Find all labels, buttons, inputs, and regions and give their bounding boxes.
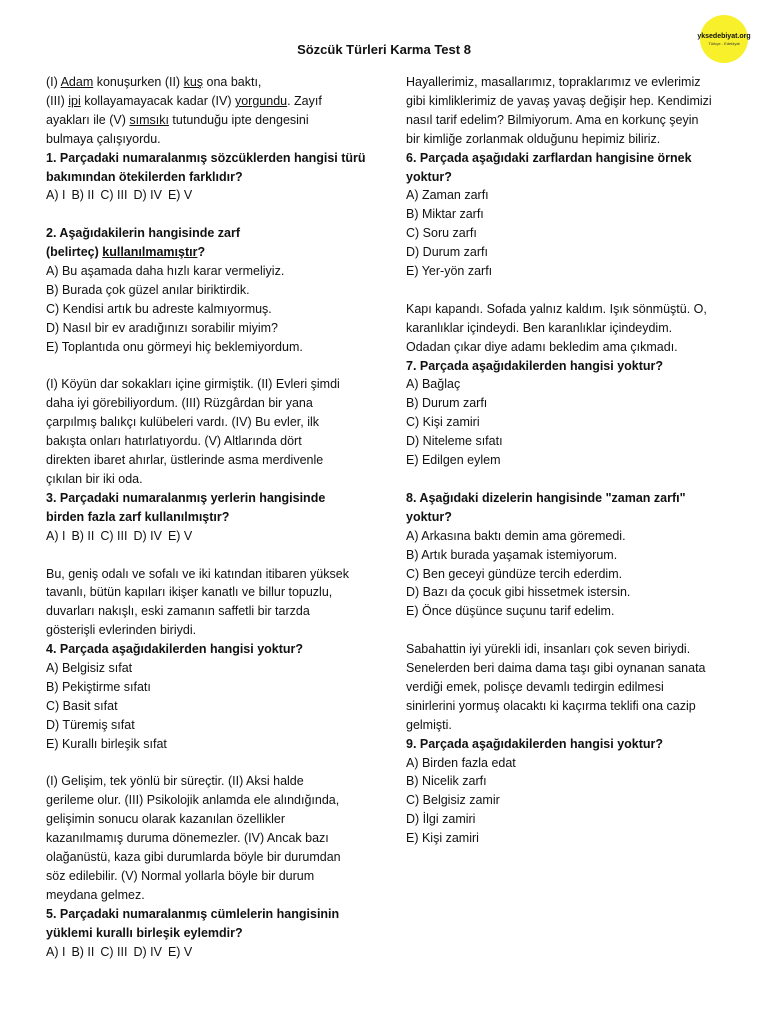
q2-question: 2. Aşağıdakilerin hangisinde zarf (belirteç) kullanılmamıştır? bbox=[46, 226, 241, 260]
option[interactable]: B) II bbox=[71, 944, 95, 959]
option[interactable]: C) Soru zarfı bbox=[406, 226, 477, 241]
option[interactable]: C) Basit sıfat bbox=[46, 698, 118, 713]
q4-question: 4. Parçada aşağıdakilerden hangisi yoktur? bbox=[46, 642, 304, 657]
left-column bbox=[46, 73, 376, 962]
q1-question: 1. Parçadaki numaralanmış sözcüklerden hangisi türü bakımından ötekilerden farklıdır? bbox=[46, 150, 366, 184]
option[interactable]: B) Burada çok güzel anılar biriktirdik. bbox=[46, 282, 250, 297]
option[interactable]: D) Durum zarfı bbox=[406, 245, 488, 260]
option[interactable]: B) Durum zarfı bbox=[406, 396, 488, 411]
option[interactable]: E) Edilgen eylem bbox=[406, 453, 501, 468]
option[interactable]: D) Türemiş sıfat bbox=[46, 717, 135, 732]
option[interactable]: B) Artık burada yaşamak istemiyorum. bbox=[406, 547, 618, 562]
numbered-word: Adam bbox=[60, 75, 94, 89]
option[interactable]: A) I bbox=[46, 528, 66, 543]
option[interactable]: D) Niteleme sıfatı bbox=[406, 434, 503, 449]
option[interactable]: A) I bbox=[46, 944, 66, 959]
q2-options bbox=[46, 262, 376, 357]
q6-passage: Hayallerimiz, masallarımız, topraklarımız ve evlerimiz gibi kimliklerimiz de yavaş yavaş değişir hep. Kendimizi nasıl tarif edelim? Bilmiyorum. Ama en korkunç şeyin bir kimliğe zorlanmak olduğunu hepimiz biliriz. bbox=[406, 75, 712, 146]
option[interactable]: C) Ben geceyi gündüze tercih ederdim. bbox=[406, 566, 623, 581]
numbered-word: yorgundu bbox=[234, 93, 288, 108]
q4-options bbox=[46, 659, 376, 754]
option[interactable]: C) Belgisiz zamir bbox=[406, 793, 500, 808]
option[interactable]: D) İlgi zamiri bbox=[406, 812, 476, 827]
q1-passage: (I) Adam konuşurken (II) kuş ona baktı, (III) ipi kollayamayacak kadar (IV) yorgundu. Zayıf ayakları ile (V) sımsıkı tutunduğu ipte dengesini bulmaya çalışıyordu. bbox=[46, 75, 322, 146]
option[interactable]: B) Miktar zarfı bbox=[406, 207, 484, 222]
option[interactable]: A) Zaman zarfı bbox=[406, 188, 489, 203]
option[interactable]: E) V bbox=[167, 528, 193, 543]
option[interactable]: E) Kurallı birleşik sıfat bbox=[46, 736, 167, 751]
numbered-word: sımsıkı bbox=[129, 112, 169, 127]
numbered-word: kuş bbox=[183, 75, 204, 89]
q5-options bbox=[46, 943, 376, 962]
option[interactable]: E) Kişi zamiri bbox=[406, 831, 479, 846]
option[interactable]: A) Bağlaç bbox=[406, 377, 461, 392]
q7-options bbox=[406, 375, 746, 470]
option[interactable]: E) V bbox=[167, 944, 193, 959]
option[interactable]: C) Kendisi artık bu adreste kalmıyormuş. bbox=[46, 301, 272, 316]
q9-passage: Sabahattin iyi yürekli idi, insanları çok seven biriydi. Senelerden beri daima dama taşı gibi oynanan sanata verdiği emek, polisçe devamlı tedirgin edilmesi sinirlerini yormuş olacaktı ki kaçırma teklifi ona cazip gelmişti. bbox=[406, 642, 706, 732]
option[interactable]: A) Belgisiz sıfat bbox=[46, 661, 133, 676]
option[interactable]: A) Birden fazla edat bbox=[406, 755, 516, 770]
page-title: Sözcük Türleri Karma Test 8 bbox=[297, 42, 471, 57]
q3-options bbox=[46, 527, 376, 546]
q8-options bbox=[406, 527, 746, 622]
logo-tagline: Türkçe - Edebiyat bbox=[708, 40, 740, 46]
option[interactable]: A) Arkasına baktı demin ama göremedi. bbox=[406, 528, 626, 543]
q3-passage: (I) Köyün dar sokakları içine girmiştik. (II) Evleri şimdi daha iyi görebiliyordum. (III) Rüzgârdan bir yana çarpılmış balıkçı kulübeleri vardı. (IV) Bu evler, ilk bakışta onları hatırlatıyordu. (V) Altlarında dört direkten ibaret ahırlar, üstlerinde asma merdivenle çıkılan bir iki oda. bbox=[46, 377, 340, 486]
option[interactable]: E) Önce düşünce suçunu tarif edelim. bbox=[406, 604, 615, 619]
option[interactable]: B) II bbox=[71, 188, 95, 203]
q7-passage: Kapı kapandı. Sofada yalnız kaldım. Işık sönmüştü. O, karanlıklar içindeydi. Ben karanlıklar içindeydim. Odadan çıkar diye adamı bekledim ama çıkmadı. bbox=[406, 301, 707, 354]
option[interactable]: D) IV bbox=[133, 528, 162, 543]
q4-passage: Bu, geniş odalı ve sofalı ve iki katından itibaren yüksek tavanlı, bütün kapıları ikişer kanatlı ve billur topuzlu, duvarları nakışlı, eski zamanın saffetli bir tarzda gösterişli evlerinden biriydi. bbox=[46, 566, 349, 638]
option[interactable]: D) Bazı da çocuk gibi hissetmek istersin. bbox=[406, 585, 631, 600]
option[interactable]: C) III bbox=[100, 944, 128, 959]
option[interactable]: C) III bbox=[100, 188, 128, 203]
option[interactable]: E) V bbox=[167, 188, 193, 203]
option[interactable]: D) Nasıl bir ev aradığınızı sorabilir miyim? bbox=[46, 320, 279, 335]
q9-options bbox=[406, 754, 746, 849]
option[interactable]: A) I bbox=[46, 188, 66, 203]
q3-question: 3. Parçadaki numaralanmış yerlerin hangisinde birden fazla zarf kullanılmıştır? bbox=[46, 490, 326, 524]
option[interactable]: E) Yer-yön zarfı bbox=[406, 264, 493, 279]
q8-question: 8. Aşağıdaki dizelerin hangisinde "zaman zarfı" yoktur? bbox=[406, 490, 686, 524]
q6-options bbox=[406, 186, 746, 281]
option[interactable]: B) Nicelik zarfı bbox=[406, 774, 487, 789]
q9-question: 9. Parçada aşağıdakilerden hangisi yoktur? bbox=[406, 736, 664, 751]
option[interactable]: D) IV bbox=[133, 944, 162, 959]
option[interactable]: B) Pekiştirme sıfatı bbox=[46, 679, 151, 694]
q6-question: 6. Parçada aşağıdaki zarflardan hangisine örnek yoktur? bbox=[406, 150, 692, 184]
logo-name: yksedebiyat.org bbox=[697, 32, 751, 40]
q7-question: 7. Parçada aşağıdakilerden hangisi yoktur? bbox=[406, 358, 664, 373]
option[interactable]: D) IV bbox=[133, 188, 162, 203]
option[interactable]: A) Bu aşamada daha hızlı karar vermeliyiz. bbox=[46, 264, 285, 279]
right-column bbox=[406, 73, 746, 848]
q1-options bbox=[46, 186, 376, 205]
numbered-word: ipi bbox=[68, 93, 81, 108]
q5-question: 5. Parçadaki numaralanmış cümlelerin hangisinin yüklemi kurallı birleşik eylemdir? bbox=[46, 906, 340, 940]
option[interactable]: C) Kişi zamiri bbox=[406, 415, 480, 430]
option[interactable]: C) III bbox=[100, 528, 128, 543]
q5-passage: (I) Gelişim, tek yönlü bir süreçtir. (II) Aksi halde gerileme olur. (III) Psikolojik anlamda ele alındığında, gelişimin sonucu olarak kazanılan özellikler kazanılmamış duruma dönemezler. (IV) Ancak bazı olağanüstü, kaza gibi durumlarda böyle bir durumdan söz edilebilir. (V) Normal yollarla böyle bir durum meydana gelmez. bbox=[46, 774, 341, 902]
option[interactable]: E) Toplantıda onu görmeyi hiç beklemiyordum. bbox=[46, 339, 303, 354]
option[interactable]: B) II bbox=[71, 528, 95, 543]
